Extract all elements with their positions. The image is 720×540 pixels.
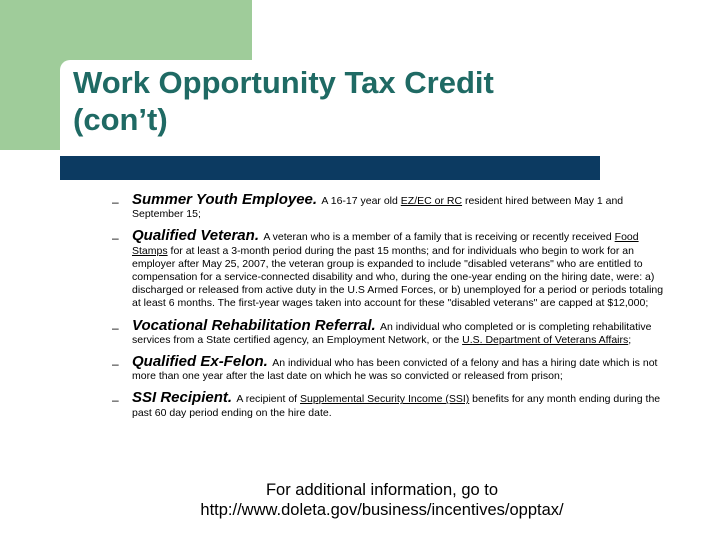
bullet-dash: – [112, 393, 119, 408]
footer-line-1: For additional information, go to [265, 481, 499, 499]
item-heading: Qualified Veteran. [132, 227, 259, 245]
item-body: An individual who completed or is completing rehabilitative services from a State certified agency, an Employment Network, or the [132, 320, 652, 346]
list-item-ex-felon [112, 355, 672, 383]
item-text [132, 355, 672, 383]
item-body: A 16-17 year old [319, 195, 401, 207]
list-item-summer-youth [112, 193, 672, 221]
item-body: A veteran who is a member of a family that is receiving or recently received [260, 231, 615, 244]
item-heading: Vocational Rehabilitation Referral. [132, 316, 376, 334]
footer-url[interactable]: http://www.doleta.gov/business/incentives/opptax/ [200, 501, 564, 519]
list-item-ssi-recipient [112, 391, 672, 419]
item-text [132, 316, 672, 347]
item-body-end: resident hired between May 1 and September 15; [132, 195, 624, 221]
item-text [132, 193, 672, 221]
title-line-1: Work Opportunity Tax Credit [73, 65, 494, 100]
item-body: An individual who has been convicted of a felony and has a hiring date which is not more than one year after the last date on which he was so convicted or released from prison; [132, 357, 658, 383]
bullet-dash: – [112, 320, 119, 335]
list-item-vocational-rehab [112, 316, 672, 347]
item-heading: SSI Recipient. [132, 389, 233, 407]
title-divider-bar [60, 156, 600, 180]
item-body: A recipient of [234, 393, 300, 406]
bullet-dash: – [112, 357, 119, 372]
bullet-list [112, 193, 672, 428]
list-item-qualified-veteran [112, 229, 672, 310]
item-text [132, 391, 672, 419]
item-text [132, 229, 672, 310]
item-body-end: ; [628, 333, 632, 346]
item-body-end: for at least a 3-month period during the past 15 months; and for individuals who begin to work for an employer after May 25, 2007, the veteran group is expanded to include "disabled veterans" who are entitled to compensation for a service-connected disability and who, during the one-year ending on the hiring date, were: a) discharged or released from active duty in the U.S Armed Forces, or b) unemployed for a period or periods totaling at least 6 months. The first-year wages taken into account for these "disabled veterans" are capped at $12,000; [132, 244, 664, 310]
item-link[interactable]: Supplemental Security Income (SSI) [300, 393, 470, 406]
item-heading: Qualified Ex-Felon. [132, 353, 268, 371]
footer-info [0, 480, 720, 520]
item-link[interactable]: Food Stamps [132, 231, 639, 257]
title-line-2: (con’t) [73, 102, 168, 137]
bullet-dash: – [112, 195, 119, 209]
item-link[interactable]: EZ/EC or RC [400, 195, 463, 207]
item-heading: Summer Youth Employee. [132, 191, 318, 208]
bullet-dash: – [112, 231, 119, 246]
item-body-end: benefits for any month ending during the past 60 day period ending on the hire date. [132, 393, 661, 419]
item-link[interactable]: U.S. Department of Veterans Affairs [462, 333, 629, 346]
slide-title [73, 64, 494, 138]
